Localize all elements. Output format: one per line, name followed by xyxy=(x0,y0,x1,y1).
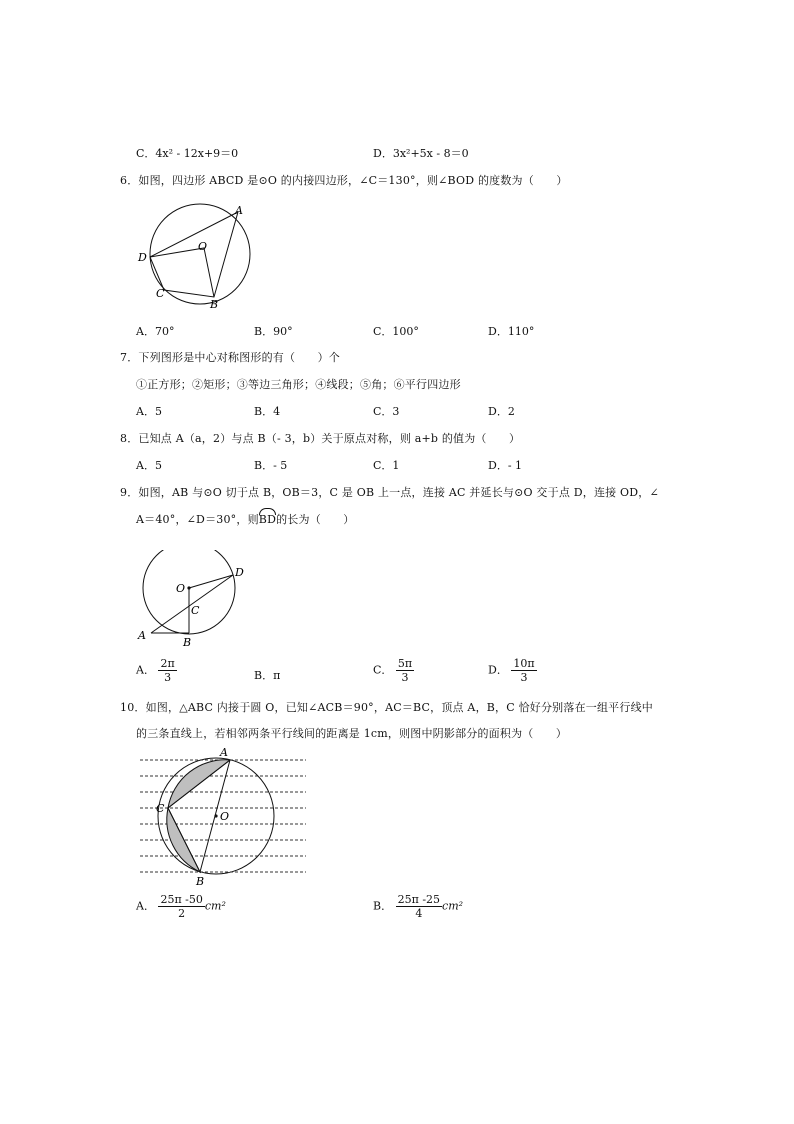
q9-text-part-a: A＝40°，∠D＝30°，则 xyxy=(136,513,259,526)
option-label: A． xyxy=(136,325,155,338)
q8-text: 8．已知点 A（a，2）与点 B（- 3，b）关于原点对称，则 a+b 的值为（ ） xyxy=(120,432,521,445)
numerator: 5π xyxy=(397,657,413,670)
fraction xyxy=(158,657,176,684)
option-label: A． xyxy=(136,459,155,472)
option-label: B． xyxy=(254,405,274,418)
option-text: 4x² - 12x+9＝0 xyxy=(155,147,239,160)
denominator: 3 xyxy=(520,671,528,684)
arc-bd: BD xyxy=(259,510,276,526)
option-label: C． xyxy=(136,147,156,160)
option-label: C． xyxy=(373,459,393,472)
option-label: A． xyxy=(136,405,155,418)
option-label: B． xyxy=(254,325,274,338)
option-label: B． xyxy=(254,459,274,472)
fraction xyxy=(511,657,536,684)
q9-text-line2 xyxy=(136,510,355,527)
label-a: A xyxy=(235,204,243,217)
label-d: D xyxy=(138,251,147,264)
option-label: A． xyxy=(136,663,155,677)
option-label: A． xyxy=(136,899,155,913)
option-label: D． xyxy=(488,663,508,677)
fraction xyxy=(396,657,414,684)
q6-text: 6．如图，四边形 ABCD 是⊙O 的内接四边形，∠C＝130°，则∠BOD 的度数为（ ） xyxy=(120,174,568,187)
option-value: 4 xyxy=(273,405,281,418)
option-value: 5 xyxy=(154,405,162,418)
q7-option-b xyxy=(254,403,280,419)
segment-od xyxy=(189,575,233,588)
q10-text-line1: 10．如图，△ABC 内接于圆 O，已知∠ACB＝90°，AC＝BC，顶点 A，B，C 恰好分别落在一组平行线中 xyxy=(120,701,653,714)
q9-text-line1: 9．如图，AB 与⊙O 切于点 B，OB＝3，C 是 OB 上一点，连接 AC 并延长与⊙O 交于点 D，连接 OD，∠ xyxy=(120,486,659,499)
numerator: 25π -25 xyxy=(397,893,441,906)
option-value: 3 xyxy=(392,405,400,418)
denominator: 3 xyxy=(401,671,409,684)
option-value: - 5 xyxy=(273,459,288,472)
option-label: D． xyxy=(488,325,508,338)
fraction xyxy=(396,893,442,920)
option-label: B． xyxy=(254,669,274,682)
label-c: C xyxy=(156,802,165,815)
q7-option-a xyxy=(136,403,162,419)
label-c: C xyxy=(191,604,200,617)
center-dot xyxy=(187,586,190,589)
denominator: 3 xyxy=(164,671,172,684)
label-d: D xyxy=(235,566,244,579)
option-value: 1 xyxy=(392,459,400,472)
q8-option-a xyxy=(136,457,162,473)
q10-figure xyxy=(134,744,314,890)
label-b: B xyxy=(196,875,205,888)
option-value: 5 xyxy=(154,459,162,472)
label-o: O xyxy=(198,240,208,253)
option-value: 70° xyxy=(154,325,175,338)
q6-option-a xyxy=(136,323,174,339)
numerator: 2π xyxy=(160,657,175,670)
denominator: 2 xyxy=(178,907,186,920)
option-text: 3x²+5x - 8＝0 xyxy=(392,147,469,160)
option-label: D． xyxy=(373,147,393,160)
q8-option-b xyxy=(254,457,287,473)
q6-option-b xyxy=(254,323,293,339)
q8-option-c xyxy=(373,457,399,473)
q6-option-d xyxy=(488,323,534,339)
q5-option-d xyxy=(373,145,469,161)
q9-option-c xyxy=(373,657,414,684)
option-label: B． xyxy=(373,899,393,913)
label-c: C xyxy=(156,287,165,300)
q9-option-b xyxy=(254,667,280,683)
option-label: C． xyxy=(373,325,393,338)
option-value: 110° xyxy=(507,325,535,338)
label-b: B xyxy=(183,636,192,649)
numerator: 25π -50 xyxy=(160,893,203,906)
option-value: 2 xyxy=(507,405,515,418)
label-o: O xyxy=(176,582,186,595)
option-label: C． xyxy=(373,663,393,677)
option-label: D． xyxy=(488,459,508,472)
q6-figure xyxy=(136,196,260,314)
option-label: D． xyxy=(488,405,508,418)
q9-option-a xyxy=(136,657,177,684)
option-label: C． xyxy=(373,405,393,418)
q7-option-c xyxy=(373,403,399,419)
q7-items: ①正方形；②矩形；③等边三角形；④线段；⑤角；⑥平行四边形 xyxy=(136,378,461,391)
q10-option-a xyxy=(136,893,226,920)
fraction xyxy=(158,893,204,920)
unit: cm² xyxy=(204,899,226,913)
label-o: O xyxy=(220,810,230,823)
center-dot xyxy=(214,814,217,817)
denominator: 4 xyxy=(415,907,423,920)
q9-figure xyxy=(134,550,254,650)
q10-option-b xyxy=(373,893,463,920)
numerator: 10π xyxy=(513,657,535,670)
option-value: 100° xyxy=(392,325,419,338)
label-a: A xyxy=(138,629,146,642)
q9-text-part-b: 的长为（ ） xyxy=(276,513,355,526)
q8-option-d xyxy=(488,457,522,473)
q6-option-c xyxy=(373,323,419,339)
q7-option-d xyxy=(488,403,515,419)
option-value: - 1 xyxy=(507,459,523,472)
unit: cm² xyxy=(442,899,464,913)
label-b: B xyxy=(210,298,219,311)
option-value: π xyxy=(273,669,281,682)
q10-text-line2: 的三条直线上，若相邻两条平行线间的距离是 1cm，则图中阴影部分的面积为（ ） xyxy=(136,727,568,740)
q9-option-d xyxy=(488,657,537,684)
option-value: 90° xyxy=(273,325,293,338)
q7-text: 7．下列图形是中心对称图形的有（ ）个 xyxy=(120,351,340,364)
q5-option-c xyxy=(136,145,238,161)
label-a: A xyxy=(220,746,228,759)
